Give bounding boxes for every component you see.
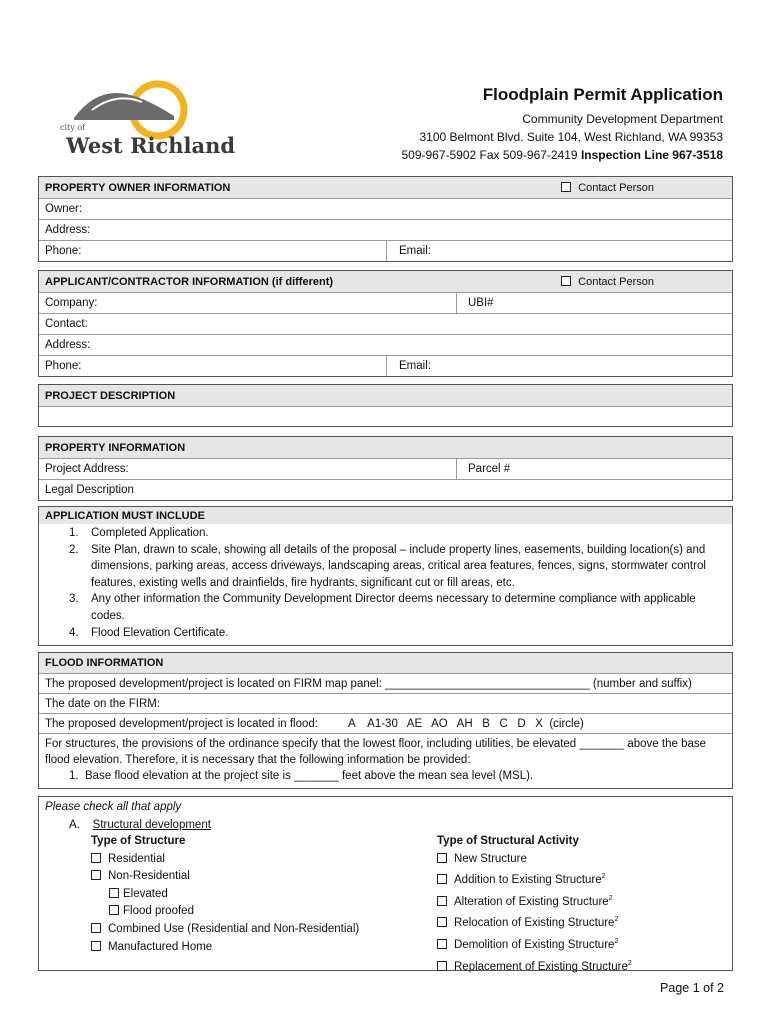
- option-label: Non-Residential: [108, 870, 190, 883]
- project-section: [38, 384, 733, 427]
- activity-option-replacement[interactable]: [437, 955, 632, 977]
- contact-label: Contact:: [45, 318, 88, 330]
- option-label: Demolition of Existing Structure: [454, 938, 615, 951]
- phone-fax: 509-967-5902 Fax 509-967-2419: [401, 148, 581, 162]
- check-all-block: [39, 797, 732, 973]
- activity-option-relocation[interactable]: [437, 911, 632, 933]
- list-text: Completed Application.: [91, 527, 209, 539]
- list-number: 2.: [69, 543, 79, 556]
- structure-option-flood-proofed[interactable]: [91, 903, 359, 921]
- project-address-row[interactable]: [39, 458, 732, 479]
- property-heading: PROPERTY INFORMATION: [45, 441, 186, 454]
- applicant-phone-label: Phone:: [45, 360, 82, 372]
- structures-text: For structures, the provisions of the ordinance specify that the lowest floor, including utilities, be elevated _______ above the base flood elevation. Therefore, it is necessary that the following information be provided:: [45, 738, 707, 766]
- flood-zone-row[interactable]: [39, 713, 732, 733]
- structure-option-elevated[interactable]: [91, 886, 359, 904]
- bfe-number: 1.: [69, 770, 79, 782]
- option-label: New Structure: [454, 852, 527, 865]
- structure-option-manufactured-home[interactable]: [91, 939, 359, 957]
- must-include-heading: APPLICATION MUST INCLUDE: [45, 509, 205, 522]
- applicant-heading: APPLICANT/CONTRACTOR INFORMATION (if different): [45, 275, 334, 288]
- list-item: [45, 625, 726, 642]
- firm-date-label: The date on the FIRM:: [45, 697, 161, 710]
- must-include-header-row: [39, 507, 732, 524]
- footnote-marker: 2: [601, 873, 606, 881]
- project-description-field[interactable]: [39, 406, 732, 426]
- legal-description-row[interactable]: [39, 479, 732, 500]
- flood-zone-options[interactable]: A A1-30 AE AO AH B C D X (circle): [347, 717, 584, 730]
- residential-checkbox[interactable]: [91, 853, 101, 863]
- applicant-contact-label: Contact Person: [578, 275, 654, 288]
- firm-panel-row[interactable]: [39, 673, 732, 693]
- inspection-line: Inspection Line 967-3518: [580, 148, 723, 162]
- owner-label: Owner:: [45, 203, 83, 215]
- demolition-checkbox[interactable]: [437, 939, 447, 949]
- owner-contact-label: Contact Person: [578, 181, 654, 194]
- owner-email-label[interactable]: Email:: [399, 245, 431, 257]
- applicant-contact-checkbox[interactable]: [561, 276, 571, 286]
- option-label: Elevated: [123, 887, 168, 900]
- project-heading: PROJECT DESCRIPTION: [45, 389, 176, 402]
- department-name: Community Development Department: [522, 112, 723, 126]
- applicant-section: [38, 270, 733, 377]
- page-number: Page 1 of 2: [660, 981, 724, 995]
- footnote-marker: 2: [614, 937, 619, 945]
- list-item: [45, 542, 726, 592]
- option-label: Residential: [108, 852, 165, 865]
- applicant-email-label[interactable]: Email:: [399, 360, 431, 372]
- type-activity-column: [437, 833, 632, 976]
- flood-section: [38, 652, 733, 789]
- logo-hill: [74, 93, 174, 120]
- contact-line: [401, 146, 723, 164]
- check-all-section: [38, 796, 733, 971]
- must-include-section: [38, 506, 733, 646]
- owner-name-row[interactable]: [39, 198, 732, 219]
- property-header-row: [39, 437, 732, 458]
- logo-graphic: [56, 80, 236, 160]
- footnote-marker: 2: [608, 894, 613, 902]
- type-activity-heading: Type of Structural Activity: [437, 835, 579, 847]
- structure-option-residential[interactable]: [91, 851, 359, 869]
- contact-row[interactable]: [39, 313, 732, 334]
- owner-phone-row[interactable]: [39, 240, 732, 261]
- flood-heading: FLOOD INFORMATION: [45, 657, 164, 669]
- list-text: Flood Elevation Certificate.: [91, 626, 229, 639]
- logo-name: West Richland: [66, 133, 236, 158]
- option-label: Relocation of Existing Structure: [454, 917, 615, 930]
- option-label: Alteration of Existing Structure: [454, 895, 609, 908]
- applicant-address-label: Address:: [45, 339, 91, 351]
- structures-block: [39, 733, 732, 788]
- manufactured-home-checkbox[interactable]: [91, 941, 101, 951]
- new-structure-checkbox[interactable]: [437, 853, 447, 863]
- divider: [386, 241, 387, 261]
- owner-heading: PROPERTY OWNER INFORMATION: [45, 181, 231, 194]
- option-label: Addition to Existing Structure: [454, 874, 602, 887]
- owner-phone-label: Phone:: [45, 245, 82, 257]
- owner-address-label: Address:: [45, 224, 91, 236]
- applicant-contact-option[interactable]: [561, 276, 654, 288]
- replacement-checkbox[interactable]: [437, 961, 447, 971]
- owner-contact-checkbox[interactable]: [561, 182, 571, 192]
- addition-checkbox[interactable]: [437, 874, 447, 884]
- activity-option-addition[interactable]: [437, 868, 632, 890]
- option-label: Flood proofed: [123, 905, 194, 918]
- relocation-checkbox[interactable]: [437, 917, 447, 927]
- must-include-list: [39, 524, 732, 645]
- city-logo: [56, 80, 236, 160]
- list-item: [45, 591, 726, 624]
- property-section: [38, 436, 733, 501]
- check-all-intro: Please check all that apply: [45, 801, 182, 813]
- project-address-label: Project Address:: [45, 463, 129, 475]
- bfe-text: Base flood elevation at the project site is _______ feet above the mean sea level (MSL).: [84, 770, 534, 782]
- structural-development-line: [45, 817, 726, 835]
- activity-option-new[interactable]: [437, 851, 632, 869]
- option-label: Manufactured Home: [108, 940, 213, 953]
- divider: [386, 356, 387, 376]
- divider: [456, 293, 457, 313]
- firm-panel-text: The proposed development/project is located on FIRM map panel: ________________________________ (number and suffix): [45, 677, 692, 690]
- activity-option-demolition[interactable]: [437, 933, 632, 955]
- applicant-address-row[interactable]: [39, 334, 732, 355]
- owner-contact-option[interactable]: [561, 182, 654, 194]
- ubi-label[interactable]: UBI#: [468, 297, 494, 309]
- structure-option-non-residential[interactable]: [91, 868, 359, 886]
- company-row[interactable]: [39, 292, 732, 313]
- list-number: 3.: [69, 593, 79, 606]
- alteration-checkbox[interactable]: [437, 896, 447, 906]
- list-text: Any other information the Community Development Director deems necessary to determine compliance with applicable codes.: [91, 593, 696, 622]
- list-text: Site Plan, drawn to scale, showing all details of the proposal – include property lines, easements, building location(s) and dimensions, parking areas, access driveways, landscaping areas, critical area features, fences, signs, stormwater control features, existing wells and drainfields, fire hydrants, significant cut or fill areas, etc.: [91, 543, 706, 589]
- owner-section: [38, 176, 733, 262]
- logo-city-text: city of: [60, 123, 86, 132]
- project-header-row: [39, 385, 732, 406]
- list-number: 4.: [69, 626, 79, 639]
- parcel-label[interactable]: Parcel #: [468, 463, 511, 475]
- document-header: [401, 86, 723, 164]
- footnote-marker: 2: [627, 959, 632, 967]
- section-letter: A.: [69, 818, 80, 831]
- page-title: Floodplain Permit Application: [482, 85, 723, 104]
- footnote-marker: 2: [614, 916, 619, 924]
- type-structure-column: [91, 833, 359, 956]
- option-label: Replacement of Existing Structure: [454, 960, 628, 973]
- bfe-line[interactable]: [45, 768, 726, 784]
- department-address: 3100 Belmont Blvd. Suite 104, West Richland, WA 99353: [419, 130, 723, 144]
- applicant-phone-row[interactable]: [39, 355, 732, 376]
- owner-header-row: [39, 177, 732, 198]
- non-residential-checkbox[interactable]: [91, 870, 101, 880]
- combined-use-checkbox[interactable]: [91, 923, 101, 933]
- list-number: 1.: [69, 527, 79, 539]
- elevated-checkbox[interactable]: [109, 888, 119, 898]
- option-label: Combined Use (Residential and Non-Residential): [108, 922, 360, 935]
- activity-option-alteration[interactable]: [437, 890, 632, 912]
- firm-date-row[interactable]: [39, 693, 732, 713]
- flood-proofed-checkbox[interactable]: [109, 905, 119, 915]
- flood-header-row: [39, 653, 732, 673]
- divider: [456, 459, 457, 479]
- legal-description-label: Legal Description: [45, 484, 134, 496]
- owner-address-row[interactable]: [39, 219, 732, 240]
- applicant-header-row: [39, 271, 732, 292]
- type-structure-heading: Type of Structure: [91, 835, 186, 847]
- structural-development-label: Structural development: [92, 818, 211, 831]
- list-item: [45, 525, 726, 542]
- flood-zone-label: The proposed development/project is located in flood:: [45, 717, 318, 730]
- structure-option-combined-use[interactable]: [91, 921, 359, 939]
- company-label: Company:: [45, 297, 98, 309]
